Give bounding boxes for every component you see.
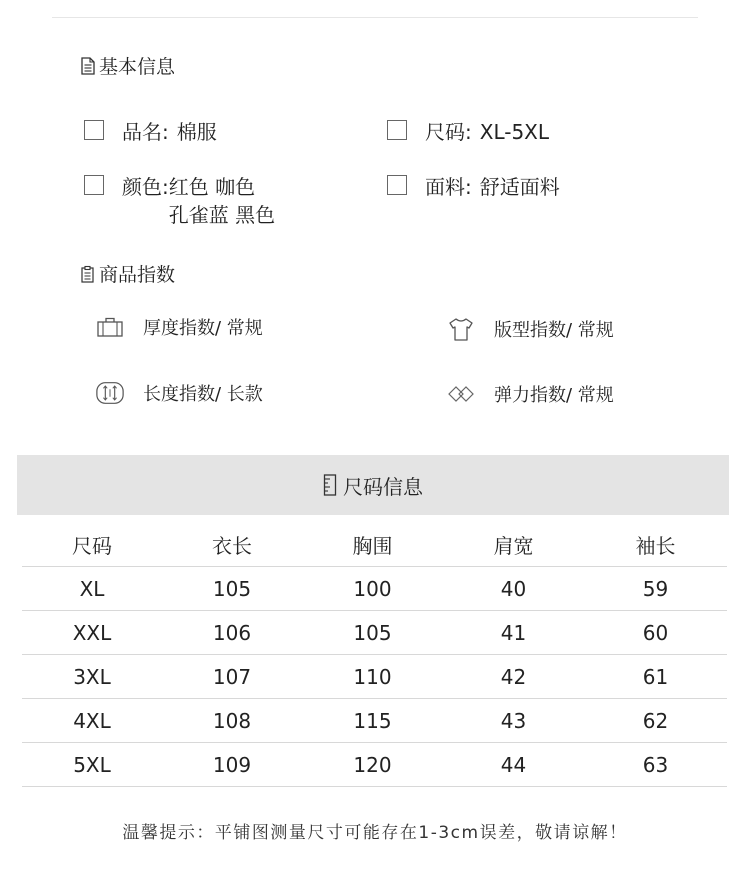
product-index-heading	[80, 260, 175, 287]
color-value-line2: 孔雀蓝 黑色	[168, 203, 276, 227]
clipboard-icon	[80, 265, 96, 283]
color-label: 颜色:	[122, 175, 169, 199]
cell-length: 107	[162, 655, 302, 699]
cell-size: XL	[22, 567, 162, 611]
table-row	[22, 743, 727, 787]
cell-shoulder: 40	[443, 567, 584, 611]
header-length: 衣长	[162, 523, 302, 567]
table-row	[22, 699, 727, 743]
header-shoulder: 肩宽	[443, 523, 584, 567]
field-color	[84, 173, 275, 229]
field-name	[84, 118, 217, 146]
header-chest: 胸围	[302, 523, 443, 567]
ruler-icon	[323, 474, 337, 496]
size-table-header	[22, 523, 727, 567]
fabric-value: 舒适面料	[479, 175, 560, 199]
cell-shoulder: 42	[443, 655, 584, 699]
measurement-note: 温馨提示：平铺图测量尺寸可能存在1-3cm误差，敬请谅解！	[122, 823, 628, 843]
cell-length: 108	[162, 699, 302, 743]
table-row	[22, 611, 727, 655]
size-value: XL-5XL	[479, 120, 550, 144]
cell-shoulder: 44	[443, 743, 584, 787]
ruler-length-icon	[95, 380, 125, 406]
name-value: 棉服	[176, 120, 217, 144]
cell-chest: 120	[302, 743, 443, 787]
cell-chest: 115	[302, 699, 443, 743]
cell-sleeve: 60	[584, 611, 727, 655]
index-fit	[446, 316, 614, 342]
size-checkbox[interactable]	[387, 120, 407, 140]
cell-length: 105	[162, 567, 302, 611]
basic-info-title: 基本信息	[99, 56, 176, 78]
name-checkbox[interactable]	[84, 120, 104, 140]
size-label: 尺码:	[425, 120, 472, 144]
cell-sleeve: 62	[584, 699, 727, 743]
name-label: 品名:	[122, 120, 169, 144]
header-sleeve: 袖长	[584, 523, 727, 567]
diamond-stretch-icon	[446, 381, 476, 407]
cell-size: 5XL	[22, 743, 162, 787]
index-elasticity	[446, 381, 614, 407]
cell-size: 4XL	[22, 699, 162, 743]
table-row	[22, 567, 727, 611]
cell-shoulder: 41	[443, 611, 584, 655]
size-info-banner	[17, 455, 729, 515]
cell-length: 106	[162, 611, 302, 655]
thickness-text: 厚度指数/ 常规	[143, 318, 263, 339]
briefcase-icon	[95, 314, 125, 340]
top-divider	[52, 17, 698, 18]
field-size	[387, 118, 549, 146]
fit-text: 版型指数/ 常规	[494, 320, 614, 341]
tshirt-icon	[446, 316, 476, 342]
cell-shoulder: 43	[443, 699, 584, 743]
header-size: 尺码	[22, 523, 162, 567]
field-fabric	[387, 173, 560, 201]
product-index-title: 商品指数	[99, 264, 176, 286]
cell-size: 3XL	[22, 655, 162, 699]
cell-sleeve: 59	[584, 567, 727, 611]
table-row	[22, 655, 727, 699]
length-text: 长度指数/ 长款	[143, 384, 263, 405]
fabric-checkbox[interactable]	[387, 175, 407, 195]
fabric-label: 面料:	[425, 175, 472, 199]
color-checkbox[interactable]	[84, 175, 104, 195]
cell-sleeve: 63	[584, 743, 727, 787]
basic-info-heading	[80, 52, 175, 79]
elasticity-text: 弹力指数/ 常规	[494, 385, 614, 406]
cell-chest: 105	[302, 611, 443, 655]
cell-size: XXL	[22, 611, 162, 655]
cell-chest: 110	[302, 655, 443, 699]
index-length	[95, 380, 263, 406]
cell-sleeve: 61	[584, 655, 727, 699]
color-value-line1: 红色 咖色	[168, 175, 256, 199]
cell-length: 109	[162, 743, 302, 787]
document-icon	[80, 57, 96, 75]
cell-chest: 100	[302, 567, 443, 611]
index-thickness	[95, 314, 263, 340]
size-table	[22, 523, 727, 787]
size-info-title: 尺码信息	[343, 474, 423, 499]
